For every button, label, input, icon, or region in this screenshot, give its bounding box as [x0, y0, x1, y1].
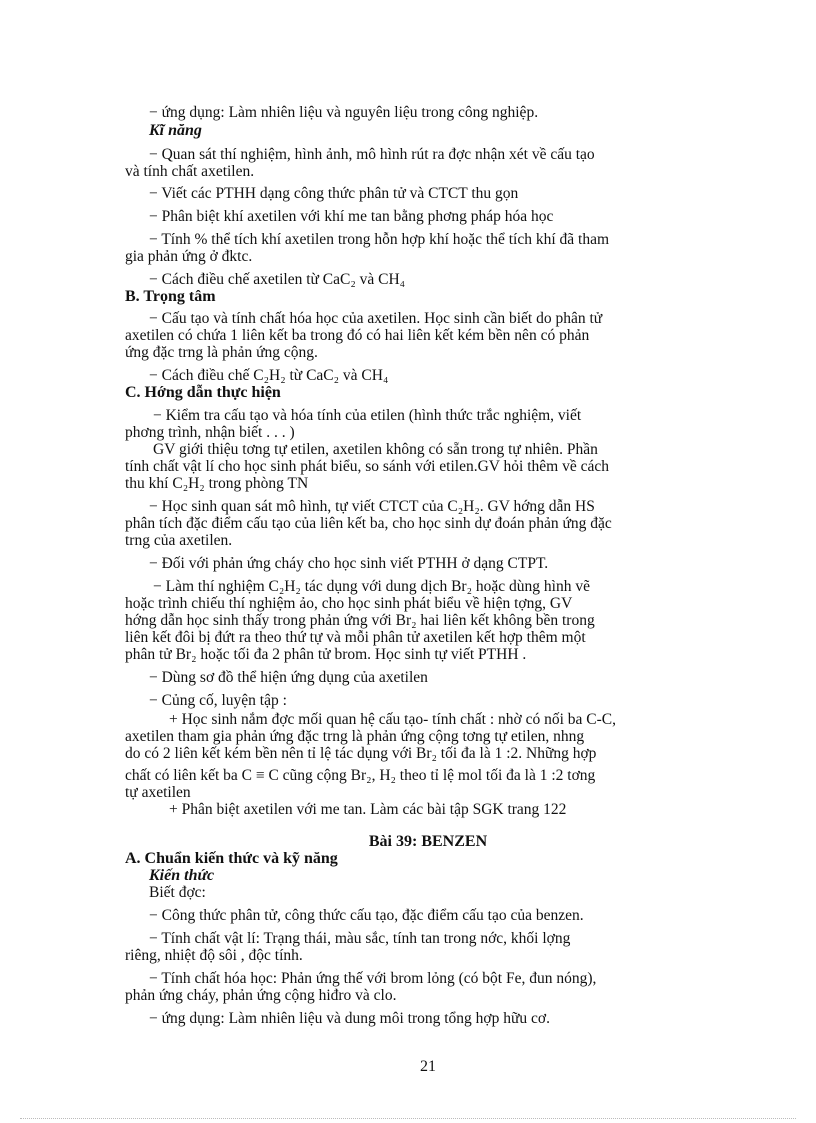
- text-line: − Làm thí nghiệm C₂H₂ tác dụng với dung dịch Br₂ hoặc dùng hình vẽ: [153, 578, 590, 595]
- text-line: ứng đặc trng là phản ứng cộng.: [125, 344, 318, 361]
- text-line: phân tử Br₂ hoặc tối đa 2 phân tử brom. Học sinh tự viết PTHH .: [125, 646, 527, 663]
- text-line: − Tính chất vật lí: Trạng thái, màu sắc, tính tan trong nớc, khối lợng: [149, 930, 571, 947]
- text-line: Biết đợc:: [149, 884, 206, 901]
- text-line: và tính chất axetilen.: [125, 163, 255, 180]
- heading-b-trong-tam: B. Trọng tâm: [125, 288, 216, 305]
- text-line: phân tích đặc điểm cấu tạo của liên kết ba, cho học sinh dự đoán phản ứng đặc: [125, 515, 612, 532]
- text-line: − Cách điều chế axetilen từ CaC₂ và CH₄: [149, 271, 406, 288]
- subheading-ki-nang: Kĩ năng: [149, 122, 202, 139]
- text-line: tính chất vật lí cho học sinh phát biểu, so sánh với etilen.GV hỏi thêm về cách: [125, 458, 609, 475]
- text-line: − ứng dụng: Làm nhiên liệu và nguyên liệu trong công nghiệp.: [149, 104, 539, 121]
- text-line: chất có liên kết ba C ≡ C cũng cộng Br₂, H₂ theo tỉ lệ mol tối đa là 1 :2 tơng: [125, 767, 596, 784]
- text-line: thu khí C₂H₂ trong phòng TN: [125, 475, 309, 492]
- text-line: GV giới thiệu tơng tự etilen, axetilen không có sẵn trong tự nhiên. Phần: [153, 441, 598, 458]
- text-line: − Cấu tạo và tính chất hóa học của axetilen. Học sinh cần biết do phân tử: [149, 310, 603, 327]
- text-line: − Công thức phân tử, công thức cấu tạo, đặc điểm cấu tạo của benzen.: [149, 907, 584, 924]
- text-line: + Học sinh nắm đợc mối quan hệ cấu tạo- tính chất : nhờ có nối ba C-C,: [169, 711, 616, 728]
- text-line: axetilen có chứa 1 liên kết ba trong đó có hai liên kết kém bền nên có phản: [125, 327, 590, 344]
- text-line: riêng, nhiệt độ sôi , độc tính.: [125, 947, 303, 964]
- text-line: tự axetilen: [125, 784, 191, 801]
- heading-a-chuan-kien-thuc: A. Chuẩn kiến thức và kỹ năng: [125, 850, 338, 867]
- text-line: − Tính chất hóa học: Phản ứng thế với brom lỏng (có bột Fe, đun nóng),: [149, 970, 597, 987]
- text-line: − Tính % thể tích khí axetilen trong hỗn hợp khí hoặc thể tích khí đã tham: [149, 231, 610, 248]
- text-line: − Kiểm tra cấu tạo và hóa tính của etilen (hình thức trắc nghiệm, viết: [153, 407, 582, 424]
- text-line: liên kết đôi bị đứt ra theo thứ tự và mỗi phân tử axetilen kết hợp thêm một: [125, 629, 586, 646]
- text-line: hoặc trình chiếu thí nghiệm ảo, cho học sinh phát biểu về hiện tợng, GV: [125, 595, 573, 612]
- text-line: phơng trình, nhận biết . . . ): [125, 424, 295, 441]
- text-line: + Phân biệt axetilen với me tan. Làm các bài tập SGK trang 122: [169, 801, 567, 818]
- text-line: − Dùng sơ đồ thể hiện ứng dụng của axetilen: [149, 669, 428, 686]
- page-bottom-divider: [20, 1118, 796, 1119]
- text-line: phản ứng cháy, phản ứng cộng hiđro và clo.: [125, 987, 397, 1004]
- text-line: do có 2 liên kết kém bền nên tỉ lệ tác dụng với Br₂ tối đa là 1 :2. Những hợp: [125, 745, 597, 762]
- text-line: − Học sinh quan sát mô hình, tự viết CTCT của C₂H₂. GV hớng dẫn HS: [149, 498, 595, 515]
- text-line: − ứng dụng: Làm nhiên liệu và dung môi trong tổng hợp hữu cơ.: [149, 1010, 550, 1027]
- subheading-kien-thuc: Kiến thức: [149, 867, 215, 884]
- text-line: − Cách điều chế C₂H₂ từ CaC₂ và CH₄: [149, 367, 389, 384]
- text-line: − Viết các PTHH dạng công thức phân tử và CTCT thu gọn: [149, 185, 519, 202]
- text-line: − Củng cố, luyện tập :: [149, 692, 287, 709]
- text-line: gia phản ứng ở đktc.: [125, 248, 253, 265]
- page-number: 21: [420, 1058, 436, 1075]
- text-line: trng của axetilen.: [125, 532, 233, 549]
- heading-c-huong-dan: C. Hớng dẫn thực hiện: [125, 384, 281, 401]
- text-line: − Quan sát thí nghiệm, hình ảnh, mô hình rút ra đợc nhận xét về cấu tạo: [149, 146, 595, 163]
- text-line: axetilen tham gia phản ứng đặc trng là phản ứng cộng tơng tự etilen, nhng: [125, 728, 585, 745]
- text-line: − Đối với phản ứng cháy cho học sinh viết PTHH ở dạng CTPT.: [149, 555, 549, 572]
- text-line: − Phân biệt khí axetilen với khí me tan bằng phơng pháp hóa học: [149, 208, 554, 225]
- lesson-title: Bài 39: BENZEN: [368, 833, 488, 850]
- text-line: hớng dẫn học sinh thấy trong phản ứng với Br₂ hai liên kết không bền trong: [125, 612, 595, 629]
